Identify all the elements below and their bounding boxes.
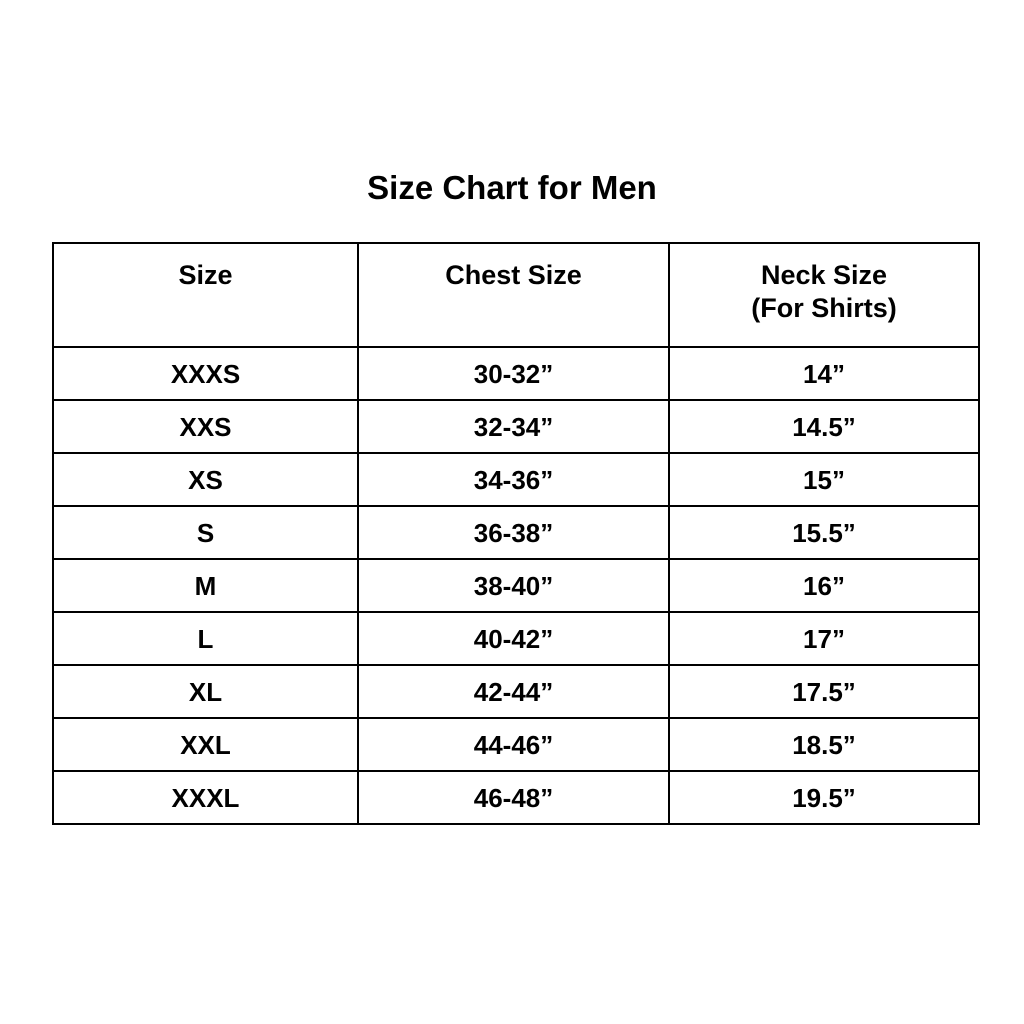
table-row bbox=[53, 771, 979, 824]
column-header-label: Size bbox=[178, 260, 233, 290]
cell-size: XXXS bbox=[53, 347, 358, 400]
cell-size: L bbox=[53, 612, 358, 665]
table-row bbox=[53, 347, 979, 400]
cell-chest: 32-34” bbox=[358, 400, 669, 453]
size-chart-table bbox=[52, 242, 980, 825]
cell-size: XXXL bbox=[53, 771, 358, 824]
cell-chest: 38-40” bbox=[358, 559, 669, 612]
cell-size: M bbox=[53, 559, 358, 612]
cell-chest: 42-44” bbox=[358, 665, 669, 718]
table-row bbox=[53, 559, 979, 612]
column-header-chest-size bbox=[358, 243, 669, 347]
cell-neck: 17” bbox=[669, 612, 979, 665]
cell-chest: 44-46” bbox=[358, 718, 669, 771]
table-row bbox=[53, 506, 979, 559]
cell-neck: 19.5” bbox=[669, 771, 979, 824]
cell-neck: 16” bbox=[669, 559, 979, 612]
column-header-label: Neck Size bbox=[760, 260, 888, 290]
cell-size: S bbox=[53, 506, 358, 559]
cell-chest: 30-32” bbox=[358, 347, 669, 400]
cell-chest: 34-36” bbox=[358, 453, 669, 506]
column-header-neck-size bbox=[669, 243, 979, 347]
table-row bbox=[53, 718, 979, 771]
column-header-sublabel: (For Shirts) bbox=[751, 293, 897, 323]
cell-size: XXL bbox=[53, 718, 358, 771]
cell-neck: 15.5” bbox=[669, 506, 979, 559]
cell-size: XL bbox=[53, 665, 358, 718]
cell-neck: 14” bbox=[669, 347, 979, 400]
cell-chest: 46-48” bbox=[358, 771, 669, 824]
table-row bbox=[53, 665, 979, 718]
cell-size: XS bbox=[53, 453, 358, 506]
cell-size: XXS bbox=[53, 400, 358, 453]
table-row bbox=[53, 612, 979, 665]
page-title: Size Chart for Men bbox=[367, 169, 657, 206]
cell-chest: 40-42” bbox=[358, 612, 669, 665]
header-row bbox=[53, 243, 979, 347]
table-row bbox=[53, 453, 979, 506]
cell-neck: 17.5” bbox=[669, 665, 979, 718]
cell-neck: 14.5” bbox=[669, 400, 979, 453]
column-header-size bbox=[53, 243, 358, 347]
cell-neck: 18.5” bbox=[669, 718, 979, 771]
column-header-label: Chest Size bbox=[445, 260, 582, 290]
cell-neck: 15” bbox=[669, 453, 979, 506]
table-row bbox=[53, 400, 979, 453]
cell-chest: 36-38” bbox=[358, 506, 669, 559]
